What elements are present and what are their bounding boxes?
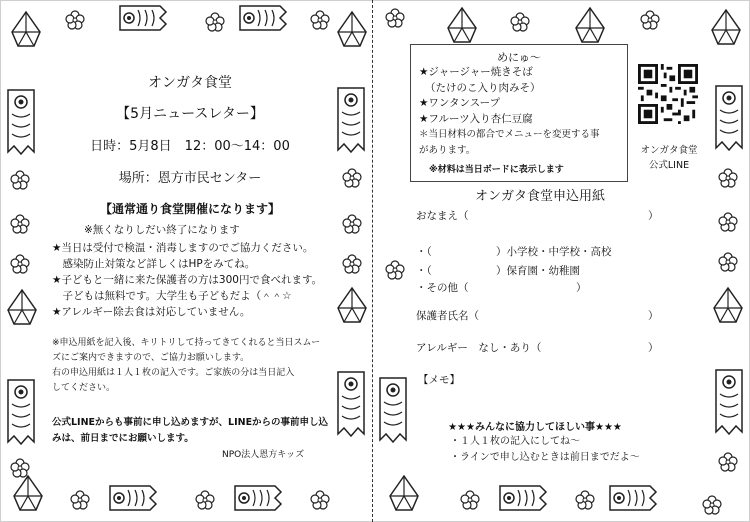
menu-item: ★フルーツ入り杏仁豆腐 (419, 112, 533, 125)
menu-item: ★ワンタンスープ (419, 97, 501, 109)
line-label-official: 公式LINE (648, 160, 690, 171)
guardian-field-close: ） (648, 310, 659, 322)
event-place: 場所：恩方市民センター (118, 171, 262, 186)
organization: NPO法人恩方キッズ (222, 450, 305, 460)
menu-item: ★ジャージャー焼きそば (419, 66, 533, 78)
notice-heading: 【通常通り食堂開催になります】 (99, 202, 280, 216)
menu-item: があります。 (419, 144, 476, 156)
other-close: ） (576, 282, 587, 294)
name-field-close: ） (648, 210, 659, 222)
other-open: ・その他（ (416, 282, 469, 294)
nursery-open: ・（ (416, 265, 432, 277)
form-note (52, 336, 320, 396)
name-field-label: おなまえ（ (416, 210, 469, 222)
notice-line: ★アレルギー除去食は対応していません。 (52, 306, 251, 318)
notice-line: ★子どもと一緒に来た保護者の方は300円で食べれます。 (52, 274, 323, 286)
notice-line: 感染防止対策など詳しくはHPをみてね。 (52, 258, 256, 270)
form-note-line: 右の申込用紙は１人１枚の記入です。ご家族の分は当日記入 (52, 368, 295, 378)
form-title: オンガタ食堂申込用紙 (474, 189, 605, 204)
line-label-name: オンガタ食堂 (640, 145, 698, 156)
left-title: オンガタ食堂 (148, 75, 232, 91)
rules-list (450, 434, 640, 466)
menu-item: ＊当日材料の都合でメニューを変更する事 (419, 129, 600, 140)
menu-items (419, 65, 600, 158)
line-note-line: 公式LINEからも事前に申し込めますが、LINEからの事前申し込 (52, 417, 329, 428)
form-note-line: ズにご案内できますので、ご協力お願いします。 (52, 353, 250, 363)
allergy-field-close: ） (648, 342, 659, 354)
event-datetime: 日時：5月8日 12：00～14：00 (90, 139, 290, 154)
menu-footnote: ※材料は当日ボードに表示します (429, 165, 564, 175)
form-note-line: してください。 (52, 383, 116, 393)
notice-list (52, 240, 322, 320)
cooperate-heading: ★★★みんなに協力してほしい事★★★ (448, 422, 622, 433)
memo-label: 【メモ】 (418, 374, 460, 386)
line-qr-code[interactable] (638, 64, 698, 124)
rule-item: ・ラインで申し込むときは前日までだよ～ (450, 452, 640, 463)
notice-line: 子どもは無料です。大学生も子どもだよ（＾＾☆ (52, 290, 292, 302)
menu-item: （たけのこ入り肉みそ） (425, 81, 541, 94)
sold-out-note: ※無くなりしだい終了になります (84, 224, 240, 236)
menu-heading: めにゅ～ (497, 51, 541, 64)
form-note-line: ※申込用紙を記入後、キリトリして持ってきてくれると当日スムー (52, 338, 321, 348)
line-note (52, 415, 328, 447)
guardian-field-label: 保護者氏名（ (416, 310, 479, 322)
school-open: ・（ (416, 246, 432, 258)
school-options: ）小学校・中学校・高校 (496, 246, 612, 258)
line-note-line: みは、前日までにお願いします。 (52, 433, 194, 444)
nursery-options: ）保育園・幼稚園 (496, 265, 580, 277)
qr-code-icon (638, 64, 698, 124)
menu-box (410, 44, 628, 182)
newsletter-heading: 【5月ニュースレター】 (116, 106, 264, 122)
allergy-field-label: アレルギー なし・あり（ (416, 342, 542, 354)
notice-line: ★当日は受付で検温・消毒しますのでご協力ください。 (52, 242, 314, 254)
rule-item: ・１人１枚の記入にしてね～ (450, 436, 580, 447)
